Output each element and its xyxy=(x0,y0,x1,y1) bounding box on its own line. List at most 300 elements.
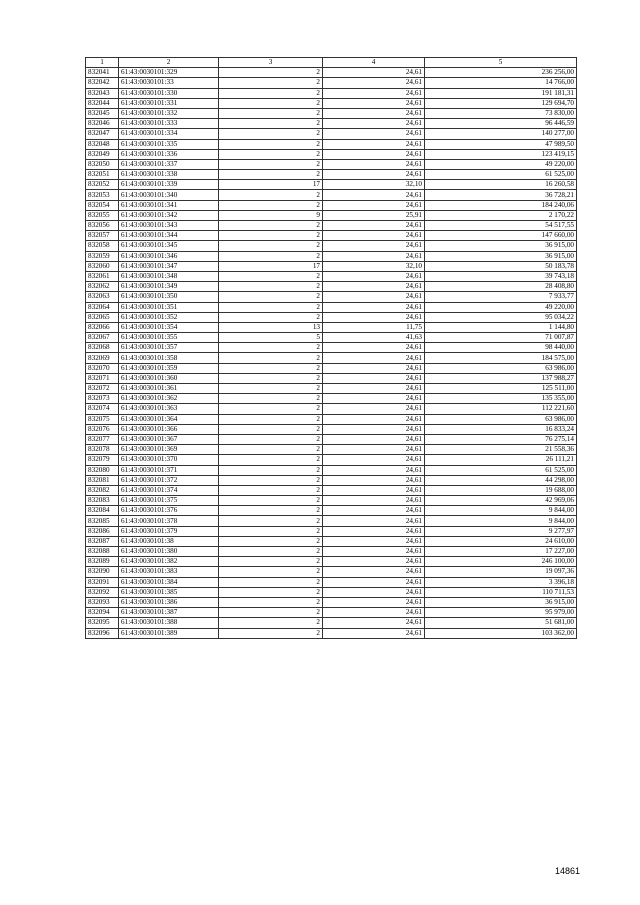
table-row xyxy=(86,567,577,577)
amount-cell: 184 240,06 xyxy=(425,200,577,210)
table-row xyxy=(86,547,577,557)
rate-cell: 24,61 xyxy=(323,78,425,88)
rate-cell: 24,61 xyxy=(323,547,425,557)
amount-cell: 63 986,00 xyxy=(425,414,577,424)
table-row xyxy=(86,221,577,231)
count-cell: 2 xyxy=(219,557,323,567)
cadastral-number-cell: 61:43:0030101:347 xyxy=(119,261,219,271)
amount-cell: 49 220,00 xyxy=(425,302,577,312)
cadastral-number-cell: 61:43:0030101:383 xyxy=(119,567,219,577)
count-cell: 2 xyxy=(219,547,323,557)
count-cell: 9 xyxy=(219,210,323,220)
count-cell: 2 xyxy=(219,434,323,444)
cadastral-number-cell: 61:43:0030101:389 xyxy=(119,628,219,638)
cadastral-number-cell: 61:43:0030101:339 xyxy=(119,180,219,190)
amount-cell: 26 111,21 xyxy=(425,455,577,465)
table-row xyxy=(86,282,577,292)
rate-cell: 24,61 xyxy=(323,231,425,241)
table-row xyxy=(86,108,577,118)
amount-cell: 129 694,70 xyxy=(425,98,577,108)
rate-cell: 24,61 xyxy=(323,455,425,465)
amount-cell: 61 525,00 xyxy=(425,465,577,475)
cadastral-number-cell: 61:43:0030101:333 xyxy=(119,119,219,129)
table-row xyxy=(86,271,577,281)
table-row xyxy=(86,200,577,210)
table-row xyxy=(86,485,577,495)
row-number-cell: 832060 xyxy=(86,261,119,271)
table-row xyxy=(86,119,577,129)
row-number-cell: 832051 xyxy=(86,170,119,180)
amount-cell: 28 408,80 xyxy=(425,282,577,292)
rate-cell: 24,61 xyxy=(323,139,425,149)
table-row xyxy=(86,170,577,180)
table-row xyxy=(86,516,577,526)
table-row xyxy=(86,333,577,343)
cadastral-number-cell: 61:43:0030101:342 xyxy=(119,210,219,220)
cadastral-number-cell: 61:43:0030101:371 xyxy=(119,465,219,475)
count-cell: 2 xyxy=(219,618,323,628)
row-number-cell: 832042 xyxy=(86,78,119,88)
table-row xyxy=(86,597,577,607)
amount-cell: 7 933,77 xyxy=(425,292,577,302)
amount-cell: 16 260,58 xyxy=(425,180,577,190)
cadastral-number-cell: 61:43:0030101:369 xyxy=(119,445,219,455)
count-cell: 2 xyxy=(219,587,323,597)
amount-cell: 125 511,00 xyxy=(425,384,577,394)
row-number-cell: 832088 xyxy=(86,547,119,557)
table-row xyxy=(86,251,577,261)
amount-cell: 135 355,00 xyxy=(425,394,577,404)
rate-cell: 24,61 xyxy=(323,119,425,129)
amount-cell: 51 681,00 xyxy=(425,618,577,628)
data-table xyxy=(85,57,577,639)
table-row xyxy=(86,180,577,190)
amount-cell: 39 743,18 xyxy=(425,271,577,281)
count-cell: 2 xyxy=(219,445,323,455)
amount-cell: 96 446,59 xyxy=(425,119,577,129)
table-row xyxy=(86,608,577,618)
row-number-cell: 832077 xyxy=(86,434,119,444)
table-row xyxy=(86,475,577,485)
count-cell: 2 xyxy=(219,363,323,373)
rate-cell: 24,61 xyxy=(323,608,425,618)
table-row xyxy=(86,78,577,88)
count-cell: 2 xyxy=(219,577,323,587)
row-number-cell: 832082 xyxy=(86,485,119,495)
rate-cell: 25,91 xyxy=(323,210,425,220)
count-cell: 2 xyxy=(219,251,323,261)
amount-cell: 63 986,00 xyxy=(425,363,577,373)
amount-cell: 191 181,31 xyxy=(425,88,577,98)
amount-cell: 9 844,00 xyxy=(425,516,577,526)
count-cell: 2 xyxy=(219,88,323,98)
row-number-cell: 832091 xyxy=(86,577,119,587)
table-row xyxy=(86,159,577,169)
count-cell: 2 xyxy=(219,271,323,281)
cadastral-number-cell: 61:43:0030101:379 xyxy=(119,526,219,536)
amount-cell: 1 144,80 xyxy=(425,322,577,332)
row-number-cell: 832070 xyxy=(86,363,119,373)
cadastral-number-cell: 61:43:0030101:367 xyxy=(119,434,219,444)
count-cell: 13 xyxy=(219,322,323,332)
row-number-cell: 832075 xyxy=(86,414,119,424)
row-number-cell: 832068 xyxy=(86,343,119,353)
table-row xyxy=(86,414,577,424)
cadastral-number-cell: 61:43:0030101:350 xyxy=(119,292,219,302)
cadastral-number-cell: 61:43:0030101:338 xyxy=(119,170,219,180)
row-number-cell: 832065 xyxy=(86,312,119,322)
amount-cell: 14 766,00 xyxy=(425,78,577,88)
count-cell: 2 xyxy=(219,536,323,546)
count-cell: 2 xyxy=(219,129,323,139)
cadastral-number-cell: 61:43:0030101:355 xyxy=(119,333,219,343)
cadastral-number-cell: 61:43:0030101:349 xyxy=(119,282,219,292)
cadastral-number-cell: 61:43:0030101:38 xyxy=(119,536,219,546)
amount-cell: 95 979,00 xyxy=(425,608,577,618)
rate-cell: 24,61 xyxy=(323,373,425,383)
table-row xyxy=(86,149,577,159)
rate-cell: 32,10 xyxy=(323,261,425,271)
amount-cell: 236 256,00 xyxy=(425,68,577,78)
cadastral-number-cell: 61:43:0030101:329 xyxy=(119,68,219,78)
row-number-cell: 832054 xyxy=(86,200,119,210)
row-number-cell: 832053 xyxy=(86,190,119,200)
cadastral-number-cell: 61:43:0030101:370 xyxy=(119,455,219,465)
amount-cell: 110 711,53 xyxy=(425,587,577,597)
table-row xyxy=(86,190,577,200)
rate-cell: 24,61 xyxy=(323,108,425,118)
table-row xyxy=(86,241,577,251)
count-cell: 2 xyxy=(219,312,323,322)
rate-cell: 24,61 xyxy=(323,68,425,78)
rate-cell: 24,61 xyxy=(323,241,425,251)
column-header-3: 3 xyxy=(219,58,323,68)
cadastral-number-cell: 61:43:0030101:372 xyxy=(119,475,219,485)
cadastral-number-cell: 61:43:0030101:330 xyxy=(119,88,219,98)
amount-cell: 49 220,00 xyxy=(425,159,577,169)
count-cell: 2 xyxy=(219,68,323,78)
amount-cell: 54 517,55 xyxy=(425,221,577,231)
row-number-cell: 832045 xyxy=(86,108,119,118)
count-cell: 2 xyxy=(219,496,323,506)
row-number-cell: 832089 xyxy=(86,557,119,567)
rate-cell: 41,63 xyxy=(323,333,425,343)
count-cell: 2 xyxy=(219,190,323,200)
amount-cell: 16 833,24 xyxy=(425,424,577,434)
count-cell: 2 xyxy=(219,302,323,312)
rate-cell: 24,61 xyxy=(323,618,425,628)
row-number-cell: 832046 xyxy=(86,119,119,129)
count-cell: 2 xyxy=(219,475,323,485)
table-row xyxy=(86,536,577,546)
row-number-cell: 832044 xyxy=(86,98,119,108)
cadastral-number-cell: 61:43:0030101:337 xyxy=(119,159,219,169)
count-cell: 2 xyxy=(219,159,323,169)
row-number-cell: 832047 xyxy=(86,129,119,139)
amount-cell: 140 277,00 xyxy=(425,129,577,139)
cadastral-number-cell: 61:43:0030101:334 xyxy=(119,129,219,139)
count-cell: 2 xyxy=(219,485,323,495)
row-number-cell: 832043 xyxy=(86,88,119,98)
count-cell: 2 xyxy=(219,241,323,251)
rate-cell: 24,61 xyxy=(323,628,425,638)
amount-cell: 73 830,00 xyxy=(425,108,577,118)
table-header-row xyxy=(86,58,577,68)
amount-cell: 112 221,60 xyxy=(425,404,577,414)
row-number-cell: 832072 xyxy=(86,384,119,394)
rate-cell: 24,61 xyxy=(323,587,425,597)
cadastral-number-cell: 61:43:0030101:378 xyxy=(119,516,219,526)
rate-cell: 24,61 xyxy=(323,159,425,169)
table-row xyxy=(86,353,577,363)
cadastral-number-cell: 61:43:0030101:375 xyxy=(119,496,219,506)
count-cell: 2 xyxy=(219,98,323,108)
row-number-cell: 832055 xyxy=(86,210,119,220)
column-header-5: 5 xyxy=(425,58,577,68)
amount-cell: 147 660,00 xyxy=(425,231,577,241)
amount-cell: 103 362,00 xyxy=(425,628,577,638)
cadastral-number-cell: 61:43:0030101:340 xyxy=(119,190,219,200)
cadastral-number-cell: 61:43:0030101:359 xyxy=(119,363,219,373)
count-cell: 2 xyxy=(219,292,323,302)
row-number-cell: 832094 xyxy=(86,608,119,618)
count-cell: 2 xyxy=(219,516,323,526)
cadastral-number-cell: 61:43:0030101:343 xyxy=(119,221,219,231)
rate-cell: 24,61 xyxy=(323,597,425,607)
row-number-cell: 832087 xyxy=(86,536,119,546)
amount-cell: 95 034,22 xyxy=(425,312,577,322)
rate-cell: 24,61 xyxy=(323,170,425,180)
table-row xyxy=(86,455,577,465)
cadastral-number-cell: 61:43:0030101:361 xyxy=(119,384,219,394)
table-row xyxy=(86,587,577,597)
table-row xyxy=(86,424,577,434)
cadastral-number-cell: 61:43:0030101:358 xyxy=(119,353,219,363)
rate-cell: 24,61 xyxy=(323,567,425,577)
amount-cell: 184 575,00 xyxy=(425,353,577,363)
rate-cell: 24,61 xyxy=(323,485,425,495)
table-row xyxy=(86,434,577,444)
rate-cell: 24,61 xyxy=(323,251,425,261)
row-number-cell: 832092 xyxy=(86,587,119,597)
table-row xyxy=(86,373,577,383)
rate-cell: 24,61 xyxy=(323,404,425,414)
table-row xyxy=(86,496,577,506)
cadastral-number-cell: 61:43:0030101:387 xyxy=(119,608,219,618)
amount-cell: 50 183,78 xyxy=(425,261,577,271)
count-cell: 2 xyxy=(219,119,323,129)
row-number-cell: 832052 xyxy=(86,180,119,190)
row-number-cell: 832079 xyxy=(86,455,119,465)
rate-cell: 24,61 xyxy=(323,88,425,98)
rate-cell: 24,61 xyxy=(323,414,425,424)
row-number-cell: 832074 xyxy=(86,404,119,414)
cadastral-number-cell: 61:43:0030101:388 xyxy=(119,618,219,628)
cadastral-number-cell: 61:43:0030101:351 xyxy=(119,302,219,312)
amount-cell: 9 844,00 xyxy=(425,506,577,516)
rate-cell: 24,61 xyxy=(323,149,425,159)
rate-cell: 24,61 xyxy=(323,475,425,485)
rate-cell: 24,61 xyxy=(323,506,425,516)
cadastral-number-cell: 61:43:0030101:374 xyxy=(119,485,219,495)
rate-cell: 24,61 xyxy=(323,536,425,546)
amount-cell: 36 915,00 xyxy=(425,251,577,261)
cadastral-number-cell: 61:43:0030101:335 xyxy=(119,139,219,149)
count-cell: 2 xyxy=(219,108,323,118)
count-cell: 2 xyxy=(219,353,323,363)
rate-cell: 24,61 xyxy=(323,271,425,281)
rate-cell: 24,61 xyxy=(323,221,425,231)
rate-cell: 24,61 xyxy=(323,312,425,322)
row-number-cell: 832083 xyxy=(86,496,119,506)
count-cell: 2 xyxy=(219,221,323,231)
row-number-cell: 832071 xyxy=(86,373,119,383)
count-cell: 2 xyxy=(219,78,323,88)
row-number-cell: 832069 xyxy=(86,353,119,363)
rate-cell: 24,61 xyxy=(323,98,425,108)
row-number-cell: 832058 xyxy=(86,241,119,251)
cadastral-number-cell: 61:43:0030101:341 xyxy=(119,200,219,210)
table-row xyxy=(86,98,577,108)
cadastral-number-cell: 61:43:0030101:384 xyxy=(119,577,219,587)
row-number-cell: 832096 xyxy=(86,628,119,638)
rate-cell: 24,61 xyxy=(323,282,425,292)
rate-cell: 24,61 xyxy=(323,445,425,455)
column-header-2: 2 xyxy=(119,58,219,68)
cadastral-number-cell: 61:43:0030101:345 xyxy=(119,241,219,251)
rate-cell: 32,10 xyxy=(323,180,425,190)
table-row xyxy=(86,292,577,302)
row-number-cell: 832093 xyxy=(86,597,119,607)
table-row xyxy=(86,526,577,536)
table-row xyxy=(86,129,577,139)
table-row xyxy=(86,394,577,404)
count-cell: 2 xyxy=(219,384,323,394)
cadastral-number-cell: 61:43:0030101:331 xyxy=(119,98,219,108)
table-row xyxy=(86,261,577,271)
amount-cell: 21 558,36 xyxy=(425,445,577,455)
count-cell: 17 xyxy=(219,180,323,190)
amount-cell: 3 396,18 xyxy=(425,577,577,587)
count-cell: 2 xyxy=(219,455,323,465)
rate-cell: 24,61 xyxy=(323,363,425,373)
row-number-cell: 832041 xyxy=(86,68,119,78)
amount-cell: 98 440,00 xyxy=(425,343,577,353)
count-cell: 2 xyxy=(219,149,323,159)
row-number-cell: 832064 xyxy=(86,302,119,312)
count-cell: 2 xyxy=(219,200,323,210)
amount-cell: 123 419,15 xyxy=(425,149,577,159)
amount-cell: 36 915,00 xyxy=(425,241,577,251)
cadastral-number-cell: 61:43:0030101:346 xyxy=(119,251,219,261)
rate-cell: 24,61 xyxy=(323,424,425,434)
row-number-cell: 832086 xyxy=(86,526,119,536)
row-number-cell: 832090 xyxy=(86,567,119,577)
row-number-cell: 832067 xyxy=(86,333,119,343)
table-row xyxy=(86,465,577,475)
count-cell: 2 xyxy=(219,404,323,414)
cadastral-number-cell: 61:43:0030101:332 xyxy=(119,108,219,118)
amount-cell: 9 277,97 xyxy=(425,526,577,536)
count-cell: 5 xyxy=(219,333,323,343)
table-row xyxy=(86,88,577,98)
table-row xyxy=(86,231,577,241)
rate-cell: 24,61 xyxy=(323,557,425,567)
row-number-cell: 832059 xyxy=(86,251,119,261)
amount-cell: 36 728,21 xyxy=(425,190,577,200)
cadastral-number-cell: 61:43:0030101:363 xyxy=(119,404,219,414)
row-number-cell: 832095 xyxy=(86,618,119,628)
count-cell: 2 xyxy=(219,139,323,149)
amount-cell: 24 610,00 xyxy=(425,536,577,546)
table-row xyxy=(86,363,577,373)
cadastral-number-cell: 61:43:0030101:376 xyxy=(119,506,219,516)
amount-cell: 47 989,50 xyxy=(425,139,577,149)
rate-cell: 24,61 xyxy=(323,129,425,139)
rate-cell: 24,61 xyxy=(323,302,425,312)
cadastral-number-cell: 61:43:0030101:364 xyxy=(119,414,219,424)
count-cell: 2 xyxy=(219,526,323,536)
count-cell: 2 xyxy=(219,628,323,638)
rate-cell: 24,61 xyxy=(323,434,425,444)
amount-cell: 17 227,00 xyxy=(425,547,577,557)
amount-cell: 44 298,00 xyxy=(425,475,577,485)
amount-cell: 137 988,27 xyxy=(425,373,577,383)
table-row xyxy=(86,302,577,312)
amount-cell: 71 007,87 xyxy=(425,333,577,343)
count-cell: 2 xyxy=(219,373,323,383)
row-number-cell: 832073 xyxy=(86,394,119,404)
row-number-cell: 832066 xyxy=(86,322,119,332)
rate-cell: 11,75 xyxy=(323,322,425,332)
rate-cell: 24,61 xyxy=(323,516,425,526)
rate-cell: 24,61 xyxy=(323,465,425,475)
cadastral-number-cell: 61:43:0030101:360 xyxy=(119,373,219,383)
table-row xyxy=(86,445,577,455)
count-cell: 2 xyxy=(219,597,323,607)
cadastral-number-cell: 61:43:0030101:366 xyxy=(119,424,219,434)
count-cell: 2 xyxy=(219,424,323,434)
rate-cell: 24,61 xyxy=(323,384,425,394)
count-cell: 2 xyxy=(219,465,323,475)
amount-cell: 42 969,06 xyxy=(425,496,577,506)
count-cell: 2 xyxy=(219,608,323,618)
cadastral-number-cell: 61:43:0030101:348 xyxy=(119,271,219,281)
rate-cell: 24,61 xyxy=(323,577,425,587)
row-number-cell: 832085 xyxy=(86,516,119,526)
table-row xyxy=(86,68,577,78)
count-cell: 2 xyxy=(219,231,323,241)
amount-cell: 19 688,00 xyxy=(425,485,577,495)
rate-cell: 24,61 xyxy=(323,343,425,353)
table-row xyxy=(86,322,577,332)
amount-cell: 36 915,00 xyxy=(425,597,577,607)
row-number-cell: 832061 xyxy=(86,271,119,281)
rate-cell: 24,61 xyxy=(323,200,425,210)
amount-cell: 2 170,22 xyxy=(425,210,577,220)
amount-cell: 76 275,14 xyxy=(425,434,577,444)
rate-cell: 24,61 xyxy=(323,526,425,536)
cadastral-number-cell: 61:43:0030101:354 xyxy=(119,322,219,332)
count-cell: 2 xyxy=(219,394,323,404)
cadastral-number-cell: 61:43:0030101:380 xyxy=(119,547,219,557)
amount-cell: 61 525,00 xyxy=(425,170,577,180)
row-number-cell: 832076 xyxy=(86,424,119,434)
row-number-cell: 832050 xyxy=(86,159,119,169)
amount-cell: 19 097,36 xyxy=(425,567,577,577)
cadastral-number-cell: 61:43:0030101:344 xyxy=(119,231,219,241)
table-row xyxy=(86,577,577,587)
